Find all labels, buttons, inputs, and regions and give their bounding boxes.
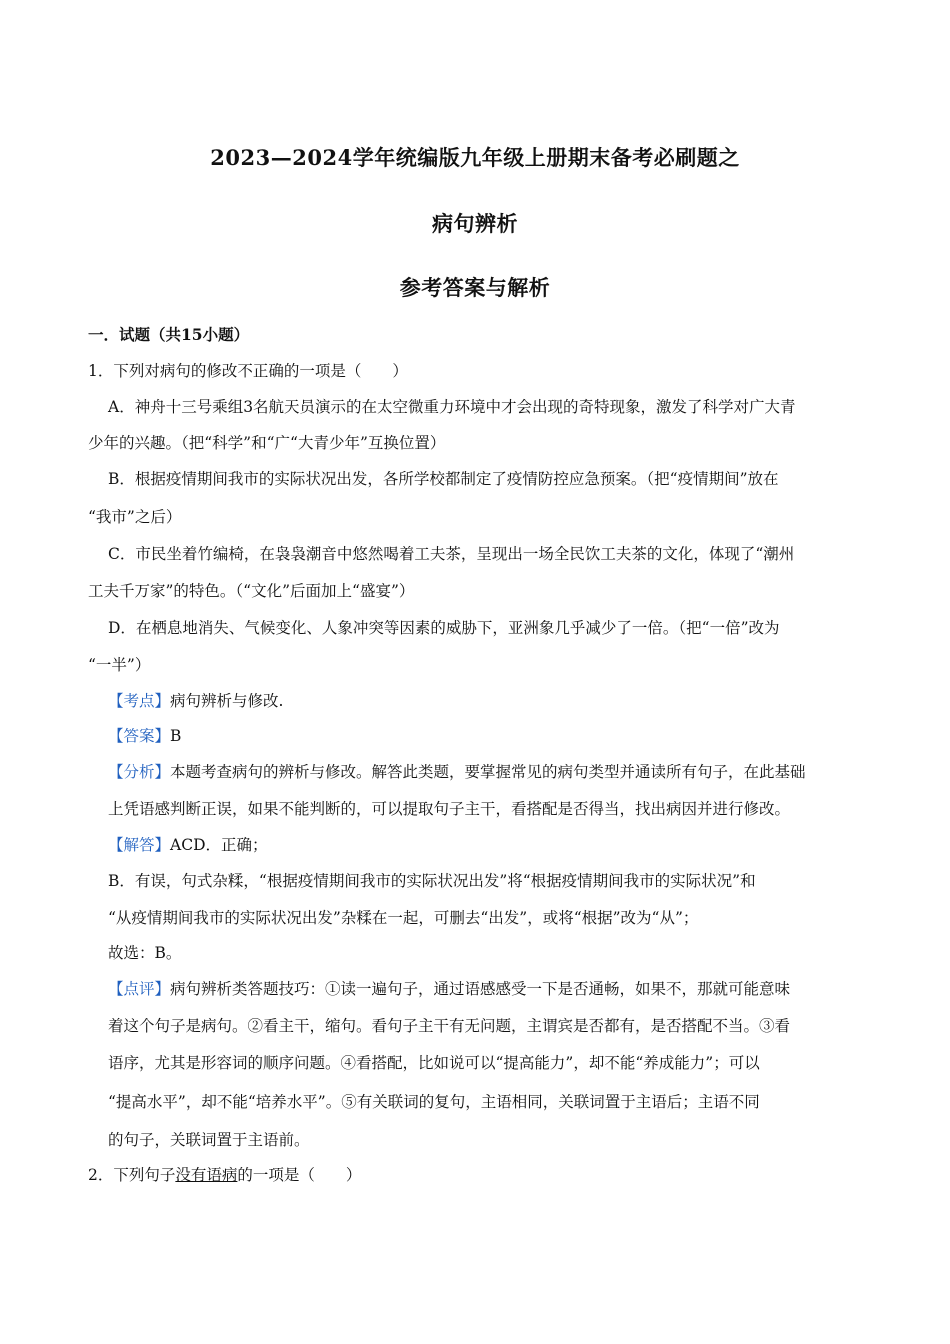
- answer-tag: 【答案】: [108, 727, 171, 745]
- question-2-stem: [88, 1165, 361, 1185]
- q1-option-a-line2: 少年的兴趣。（把“科学”和“广“大青少年”互换位置）: [88, 434, 446, 452]
- q1-option-b-line2: “我市”之后）: [88, 508, 182, 526]
- doc-subtitle: 病句辨析: [432, 211, 518, 236]
- q1-analysis-line2: 上凭语感判断正误，如果不能判断的，可以提取句子主干，看搭配是否得当，找出病因并进行修改。: [108, 800, 791, 818]
- question-1-stem: 1．下列对病句的修改不正确的一项是（ ）: [88, 362, 408, 380]
- comment-tag: 【点评】: [108, 980, 171, 998]
- q1-comment-line2: 着这个句子是病句。②看主干，缩句。看句子主干有无问题，主谓宾是否都有，是否搭配不当。③看: [108, 1017, 791, 1035]
- solution-tag: 【解答】: [108, 836, 171, 854]
- q1-comment-line3: 语序，尤其是形容词的顺序问题。④看搭配，比如说可以“提高能力”，却不能“养成能力”；可以: [108, 1054, 760, 1072]
- analysis-tag: 【分析】: [108, 763, 171, 781]
- q1-analysis-line1: [108, 762, 806, 782]
- q1-option-b-line1: B．根据疫情期间我市的实际状况出发，各所学校都制定了疫情防控应急预案。（把“疫情期间”放在: [108, 470, 779, 488]
- q1-comment-line1: [108, 979, 790, 999]
- section-heading: 一．试题（共15小题）: [88, 325, 250, 344]
- q1-comment-line5: 的句子，关联词置于主语前。: [108, 1131, 310, 1149]
- answer-text: B: [170, 727, 182, 745]
- analysis-text-line1: 本题考查病句的辨析与修改。解答此类题，要掌握常见的病句类型并通读所有句子，在此基础: [170, 763, 806, 781]
- q1-option-d-line2: “一半”）: [88, 656, 151, 674]
- solution-text: ACD．正确；: [170, 836, 268, 854]
- q2-stem-prefix: 2．下列句子: [88, 1166, 176, 1184]
- comment-text-line1: 病句辨析类答题技巧：①读一遍句子，通过语感感受一下是否通畅，如果不，那就可能意味: [170, 980, 791, 998]
- q2-stem-underlined: 没有语病: [175, 1166, 238, 1184]
- q1-option-c-line2: 工夫千万家”的特色。（“文化”后面加上“盛宴”）: [88, 582, 415, 600]
- q1-option-a-line1: A．神舟十三号乘组3名航天员演示的在太空微重力环境中才会出现的奇特现象，激发了科学对广大青: [108, 398, 796, 416]
- q1-solution-b-line2: “从疫情期间我市的实际状况出发”杂糅在一起，可删去“出发”，或将“根据”改为“从”；: [108, 909, 699, 927]
- kaodian-tag: 【考点】: [108, 692, 171, 710]
- q1-option-c-line1: C．市民坐着竹编椅，在袅袅潮音中悠然喝着工夫茶，呈现出一场全民饮工夫茶的文化，体现了“潮州: [108, 545, 795, 563]
- q1-solution: [108, 835, 268, 855]
- q1-answer: [108, 726, 181, 746]
- kaodian-text: 病句辨析与修改.: [170, 692, 284, 710]
- q1-comment-line4: “提高水平”，却不能“培养水平”。⑤有关联词的复句，主语相同，关联词置于主语后；主语不同: [108, 1093, 760, 1111]
- doc-subtitle-answers: 参考答案与解析: [399, 275, 551, 300]
- q1-kaodian: [108, 691, 283, 711]
- q1-choice: 故选：B。: [108, 944, 182, 962]
- q1-solution-b-line1: B．有误，句式杂糅，“根据疫情期间我市的实际状况出发”将“根据疫情期间我市的实际状况”和: [108, 872, 756, 890]
- q2-stem-suffix: 的一项是（ ）: [237, 1166, 362, 1184]
- q1-option-d-line1: D．在栖息地消失、气候变化、人象冲突等因素的威胁下，亚洲象几乎减少了一倍。（把“一倍”改为: [108, 619, 780, 637]
- doc-title: 2023—2024学年统编版九年级上册期末备考必刷题之: [210, 145, 740, 170]
